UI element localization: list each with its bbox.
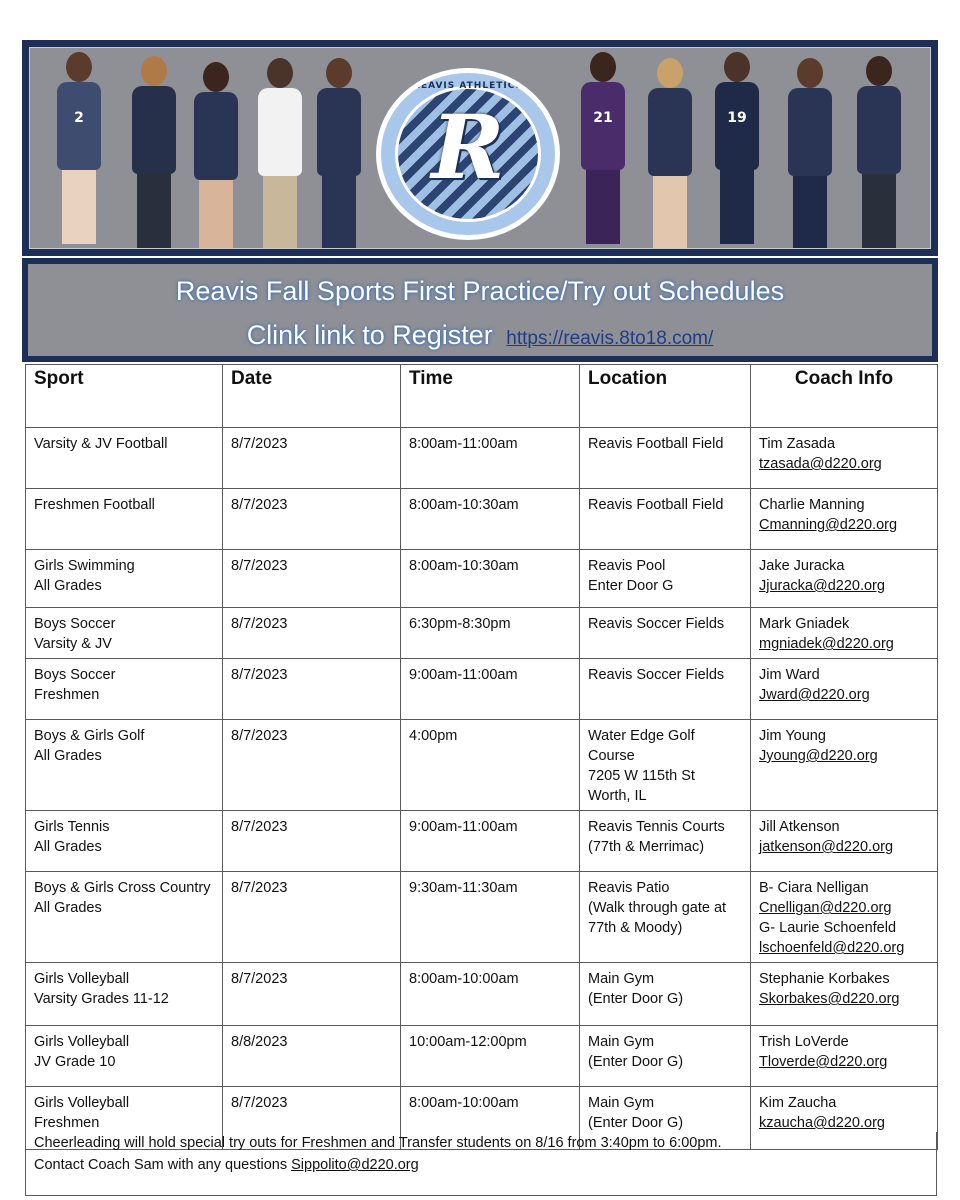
location-line: Worth, IL — [588, 788, 647, 804]
table-row — [26, 428, 938, 489]
coach-name: B- Ciara Nelligan — [759, 880, 869, 896]
athlete-girls-golf — [846, 56, 912, 248]
location-line: (77th & Merrimac) — [588, 839, 705, 855]
header-time: Time — [401, 365, 580, 428]
coach-name: Tim Zasada — [759, 436, 836, 452]
cell-location — [580, 963, 751, 1026]
sport-line: Girls Volleyball — [34, 1034, 130, 1050]
coach-email-link[interactable]: Cnelligan@d220.org — [759, 900, 892, 916]
cell-location — [580, 1026, 751, 1087]
cell-time: 8:00am-10:30am — [401, 489, 580, 550]
cell-sport — [26, 1026, 223, 1087]
coach-name: Jill Atkenson — [759, 819, 840, 835]
table-row — [26, 1026, 938, 1087]
cell-coach — [751, 659, 938, 720]
table-row — [26, 811, 938, 872]
location-line: Water Edge Golf — [588, 728, 695, 744]
cell-time: 8:00am-10:00am — [401, 963, 580, 1026]
coach-email-link[interactable]: Jward@d220.org — [759, 687, 870, 703]
header-sport: Sport — [26, 365, 223, 428]
location-line: Reavis Patio — [588, 880, 670, 896]
athlete-cross-country — [184, 62, 248, 248]
logo-letter: R — [431, 95, 505, 199]
sport-line: Freshmen — [34, 687, 100, 703]
athlete-golf — [246, 58, 314, 248]
sport-line: Boys & Girls Cross Country — [34, 880, 211, 896]
coach-email-link[interactable]: kzaucha@d220.org — [759, 1115, 885, 1131]
cell-location — [580, 489, 751, 550]
location-line: 77th & Moody) — [588, 920, 683, 936]
location-line: Reavis Tennis Courts — [588, 819, 725, 835]
location-line: (Enter Door G) — [588, 1115, 684, 1131]
location-line: Course — [588, 748, 635, 764]
cell-date: 8/7/2023 — [223, 720, 401, 811]
cell-location — [580, 872, 751, 963]
reavis-athletics-logo — [376, 68, 560, 240]
cell-location — [580, 659, 751, 720]
note-line-2 — [34, 1154, 928, 1176]
note-contact-email[interactable]: Sippolito@d220.org — [291, 1157, 419, 1173]
coach-email-link[interactable]: Tloverde@d220.org — [759, 1054, 888, 1070]
sport-line: Varsity & JV — [34, 636, 112, 652]
cell-time: 9:30am-11:30am — [401, 872, 580, 963]
athlete-girls-volleyball — [778, 58, 842, 248]
coach-email-link[interactable]: mgniadek@d220.org — [759, 636, 894, 652]
cell-location — [580, 608, 751, 659]
athlete-boys-volleyball — [122, 56, 186, 248]
sport-line: JV Grade 10 — [34, 1054, 116, 1070]
coach-email-link[interactable]: Skorbakes@d220.org — [759, 991, 900, 1007]
cell-date: 8/7/2023 — [223, 963, 401, 1026]
location-line: Reavis Football Field — [588, 436, 724, 452]
coach-email-link[interactable]: jatkenson@d220.org — [759, 839, 894, 855]
table-row — [26, 659, 938, 720]
coach-email-link[interactable]: Cmanning@d220.org — [759, 517, 898, 533]
sport-line: Girls Tennis — [34, 819, 110, 835]
coach-name: Mark Gniadek — [759, 616, 850, 632]
coach-name: Jim Ward — [759, 667, 820, 683]
cell-coach — [751, 963, 938, 1026]
table-row — [26, 872, 938, 963]
header-location: Location — [580, 365, 751, 428]
cell-date: 8/7/2023 — [223, 489, 401, 550]
sport-line: All Grades — [34, 839, 102, 855]
register-line — [28, 320, 932, 351]
athletes-banner — [29, 47, 931, 249]
athlete-tennis — [306, 58, 372, 248]
banner-frame — [22, 40, 938, 256]
cell-coach — [751, 428, 938, 489]
location-line: Reavis Pool — [588, 558, 666, 574]
header-date: Date — [223, 365, 401, 428]
cell-sport — [26, 489, 223, 550]
cell-coach — [751, 489, 938, 550]
cell-sport — [26, 550, 223, 608]
cell-sport — [26, 963, 223, 1026]
cell-coach — [751, 1026, 938, 1087]
cell-date: 8/7/2023 — [223, 428, 401, 489]
table-row — [26, 608, 938, 659]
cell-location — [580, 720, 751, 811]
cell-date: 8/7/2023 — [223, 872, 401, 963]
header-coach-info: Coach Info — [751, 365, 938, 428]
location-line: 7205 W 115th St — [588, 768, 695, 784]
cell-date: 8/7/2023 — [223, 608, 401, 659]
cell-date: 8/7/2023 — [223, 659, 401, 720]
heading-frame — [22, 258, 938, 362]
location-line: Enter Door G — [588, 578, 674, 594]
sport-line: Girls Volleyball — [34, 971, 130, 987]
athlete-swimming — [640, 58, 700, 248]
sport-line: Varsity & JV Football — [34, 436, 168, 452]
cell-date: 8/7/2023 — [223, 1087, 401, 1150]
cell-sport — [26, 720, 223, 811]
sport-line: Boys Soccer — [34, 667, 116, 683]
cell-date: 8/8/2023 — [223, 1026, 401, 1087]
coach-email-link[interactable]: Jjuracka@d220.org — [759, 578, 885, 594]
location-line: (Enter Door G) — [588, 1054, 684, 1070]
cell-sport — [26, 872, 223, 963]
coach-name: Jim Young — [759, 728, 826, 744]
cell-time: 4:00pm — [401, 720, 580, 811]
coach-name: Jake Juracka — [759, 558, 845, 574]
sport-line: Freshmen — [34, 1115, 100, 1131]
cell-coach — [751, 720, 938, 811]
location-line: Main Gym — [588, 971, 655, 987]
sport-line: Girls Volleyball — [34, 1095, 130, 1111]
athlete-soccer — [700, 52, 774, 248]
location-line: Reavis Soccer Fields — [588, 667, 725, 683]
sport-line: All Grades — [34, 748, 102, 764]
cell-time: 9:00am-11:00am — [401, 811, 580, 872]
coach-name: G- Laurie Schoenfeld — [759, 920, 897, 936]
schedule-table — [25, 364, 938, 1150]
coach-name: Stephanie Korbakes — [759, 971, 890, 987]
cell-coach — [751, 872, 938, 963]
location-line: Reavis Football Field — [588, 497, 724, 513]
cell-time: 8:00am-10:00am — [401, 1087, 580, 1150]
cell-time: 8:00am-11:00am — [401, 428, 580, 489]
heading-panel — [28, 264, 932, 356]
logo-ring-text: REAVIS ATHLETICS — [413, 81, 523, 91]
note-line-1: Cheerleading will hold special try outs for Freshmen and Transfer students on 8/16 from 3:40pm to 6:00pm. — [34, 1135, 722, 1151]
coach-name: Kim Zaucha — [759, 1095, 837, 1111]
table-body — [26, 428, 938, 1150]
cell-coach — [751, 608, 938, 659]
cell-date: 8/7/2023 — [223, 550, 401, 608]
coach-email-link[interactable]: Jyoung@d220.org — [759, 748, 878, 764]
cell-coach — [751, 550, 938, 608]
coach-name: Charlie Manning — [759, 497, 865, 513]
jersey-number: 2 — [74, 110, 84, 126]
jersey-number: 21 — [593, 110, 613, 126]
table-row — [26, 489, 938, 550]
cell-location — [580, 550, 751, 608]
coach-email-link[interactable]: lschoenfeld@d220.org — [759, 940, 905, 956]
table-row — [26, 963, 938, 1026]
coach-email-link[interactable]: tzasada@d220.org — [759, 456, 882, 472]
table-row — [26, 720, 938, 811]
athlete-football — [566, 52, 640, 248]
sport-line: Freshmen Football — [34, 497, 155, 513]
cell-time: 10:00am-12:00pm — [401, 1026, 580, 1087]
sport-line: All Grades — [34, 900, 102, 916]
cell-sport — [26, 811, 223, 872]
register-link[interactable]: https://reavis.8to18.com/ — [506, 328, 714, 349]
location-line: (Enter Door G) — [588, 991, 684, 1007]
note-contact-text: Contact Coach Sam with any questions — [34, 1157, 288, 1173]
location-line: Reavis Soccer Fields — [588, 616, 725, 632]
cell-sport — [26, 428, 223, 489]
jersey-number: 19 — [727, 110, 747, 126]
cell-location — [580, 428, 751, 489]
location-line: (Walk through gate at — [588, 900, 727, 916]
cheerleading-note — [25, 1132, 937, 1196]
coach-name: Trish LoVerde — [759, 1034, 849, 1050]
cell-sport — [26, 608, 223, 659]
sport-line: Girls Swimming — [34, 558, 135, 574]
register-text: Clink link to Register — [246, 320, 493, 350]
sport-line: Varsity Grades 11-12 — [34, 991, 169, 1007]
location-line: Main Gym — [588, 1034, 655, 1050]
cell-time: 6:30pm-8:30pm — [401, 608, 580, 659]
table-row — [26, 550, 938, 608]
page-title: Reavis Fall Sports First Practice/Try out Schedules — [175, 276, 785, 306]
athlete-volleyball — [44, 52, 114, 248]
sport-line: Boys & Girls Golf — [34, 728, 145, 744]
cell-time: 8:00am-10:30am — [401, 550, 580, 608]
location-line: Main Gym — [588, 1095, 655, 1111]
cell-sport — [26, 659, 223, 720]
sport-line: Boys Soccer — [34, 616, 116, 632]
sport-line: All Grades — [34, 578, 102, 594]
cell-location — [580, 811, 751, 872]
cell-time: 9:00am-11:00am — [401, 659, 580, 720]
table-header-row — [26, 365, 938, 428]
cell-date: 8/7/2023 — [223, 811, 401, 872]
cell-coach — [751, 811, 938, 872]
